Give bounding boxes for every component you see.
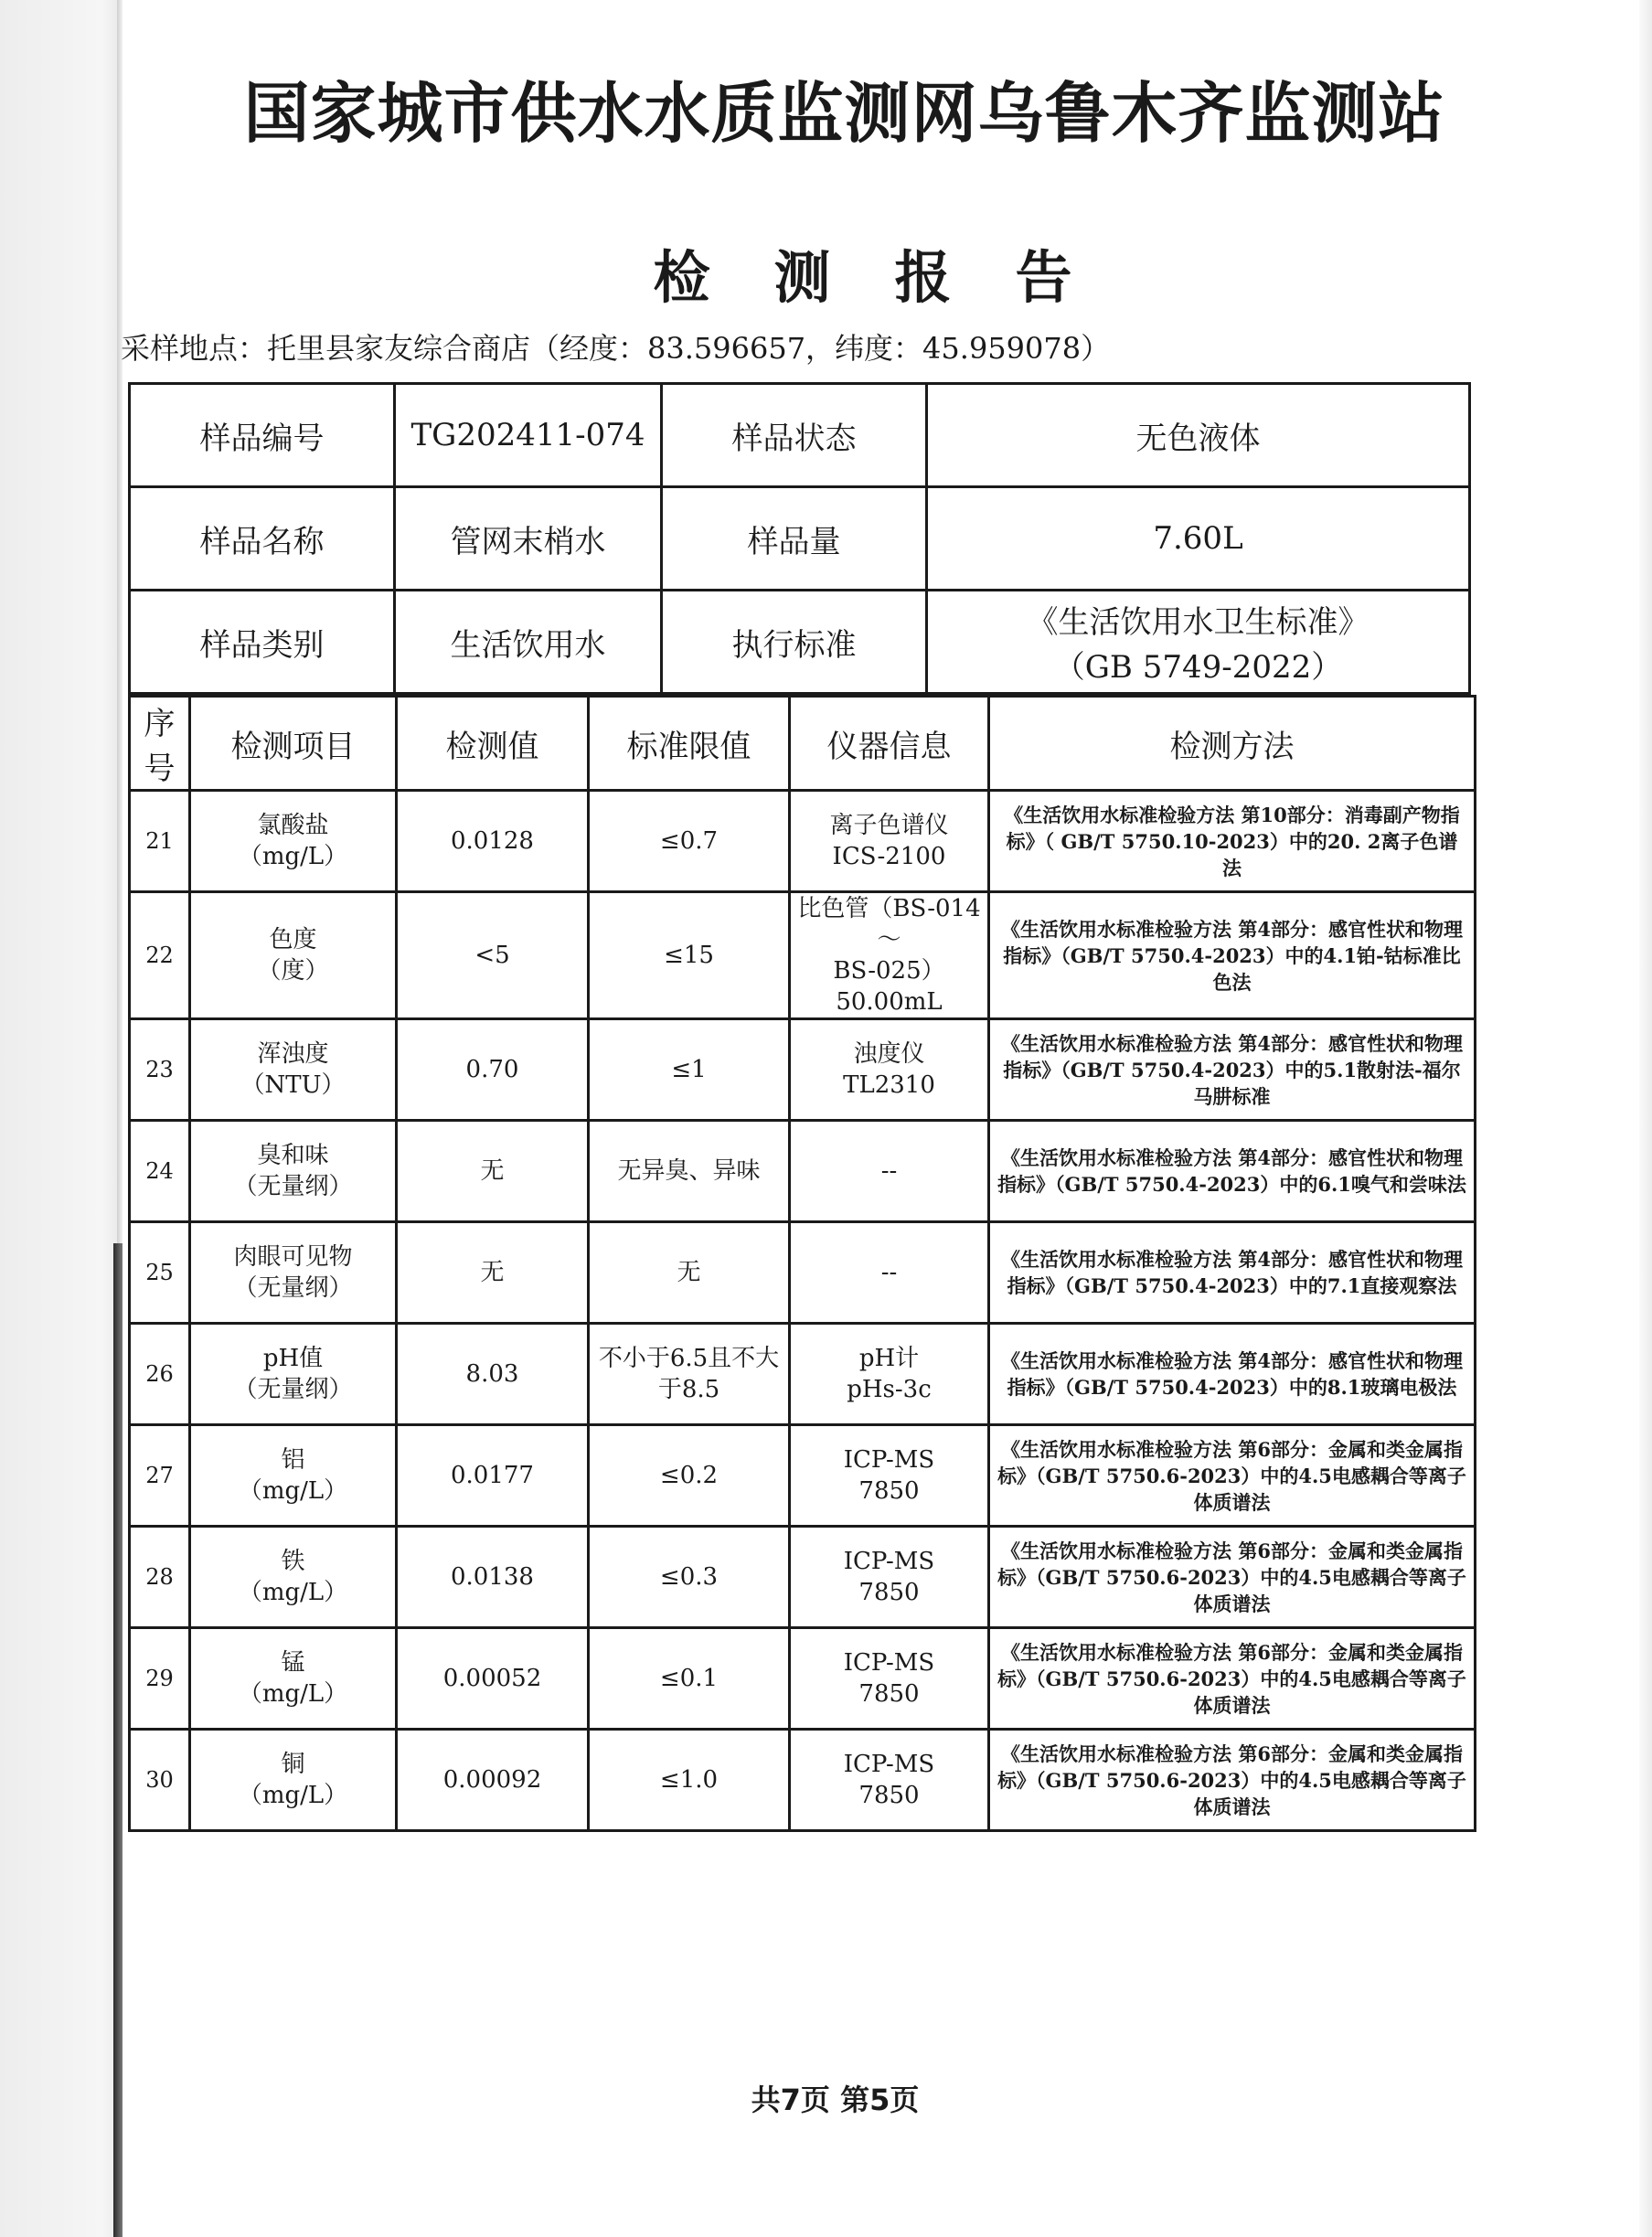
cell-instrument-line: ICP-MS (843, 1649, 935, 1677)
cell-seq (130, 791, 190, 892)
cell-item-line: （mg/L） (238, 1680, 348, 1708)
cell-item (190, 1628, 397, 1730)
sample-qty-value: 7.60L (927, 487, 1470, 591)
page-number: 共7页 第5页 (751, 2083, 920, 2117)
cell-seq (130, 1527, 190, 1628)
cell-method-line: 《生活饮用水标准检验方法 第6部分：金属和类金属指标》（GB/T 5750.6-2023）中的4.5电感耦合等离子体质谱法 (997, 1640, 1466, 1717)
cell-method (989, 1425, 1476, 1527)
header-value: 检测值 (397, 697, 589, 791)
cell-instrument-line: pHs-3c (847, 1376, 932, 1403)
cell-seq (130, 1730, 190, 1831)
scan-right-edge (1639, 0, 1652, 2237)
cell-value (397, 892, 589, 1019)
results-header-row (130, 697, 1476, 791)
sample-name-value: 管网末梢水 (395, 487, 662, 591)
cell-item (190, 791, 397, 892)
cell-limit-line: ≤0.2 (659, 1462, 719, 1489)
cell-instrument (790, 1121, 989, 1222)
cell-method (989, 1628, 1476, 1730)
cell-instrument (790, 791, 989, 892)
table-row (130, 1324, 1476, 1425)
cell-item (190, 1222, 397, 1324)
cell-item-line: 锰 (281, 1649, 305, 1677)
cell-item (190, 1019, 397, 1121)
cell-item-line: 铜 (281, 1751, 305, 1778)
table-row (130, 1527, 1476, 1628)
cell-instrument-line: ICS-2100 (832, 843, 946, 870)
table-row (130, 1121, 1476, 1222)
table-row (130, 1628, 1476, 1730)
cell-limit-line: ≤1 (671, 1056, 707, 1083)
cell-value-line: 0.0138 (451, 1563, 534, 1591)
cell-value-line: 无 (480, 1259, 505, 1286)
cell-method (989, 1121, 1476, 1222)
cell-value (397, 1324, 589, 1425)
sample-info-row (130, 591, 1470, 694)
cell-instrument (790, 1628, 989, 1730)
sample-state-value: 无色液体 (927, 384, 1470, 487)
cell-item-line: （mg/L） (238, 1782, 348, 1809)
cell-item (190, 1527, 397, 1628)
cell-limit (589, 892, 790, 1019)
cell-method-line: 《生活饮用水标准检验方法 第6部分：金属和类金属指标》（GB/T 5750.6-2023）中的4.5电感耦合等离子体质谱法 (997, 1539, 1466, 1615)
cell-instrument-line: ICP-MS (843, 1446, 935, 1474)
cell-seq-line: 27 (145, 1463, 174, 1488)
cell-seq (130, 892, 190, 1019)
cell-item-line: 铝 (281, 1446, 305, 1474)
cell-limit (589, 1730, 790, 1831)
cell-method-line: 《生活饮用水标准检验方法 第10部分：消毒副产物指标》（ GB/T 5750.10-2023）中的20. 2离子色谱法 (1004, 803, 1460, 879)
cell-instrument-line: 离子色谱仪 (829, 812, 949, 839)
cell-limit (589, 1324, 790, 1425)
cell-seq-line: 25 (145, 1260, 174, 1285)
cell-seq (130, 1324, 190, 1425)
scan-left-shadow (0, 0, 121, 2237)
cell-item-line: （NTU） (240, 1071, 346, 1099)
cell-instrument-line: ICP-MS (843, 1548, 935, 1575)
cell-instrument-line: 7850 (858, 1782, 920, 1809)
cell-seq-line: 28 (145, 1564, 174, 1590)
organization-title: 国家城市供水水质监测网乌鲁木齐监测站 (243, 75, 1445, 152)
cell-limit-line: ≤15 (664, 942, 714, 969)
cell-value-line: 0.0177 (451, 1462, 534, 1489)
cell-value (397, 1628, 589, 1730)
cell-method-line: 《生活饮用水标准检验方法 第4部分：感官性状和物理指标》（GB/T 5750.4-2023）中的7.1直接观察法 (1001, 1248, 1463, 1297)
cell-limit-line: 无异臭、异味 (617, 1157, 761, 1185)
cell-seq-line: 30 (145, 1767, 174, 1793)
table-row (130, 1730, 1476, 1831)
cell-instrument-line: ICP-MS (843, 1751, 935, 1778)
cell-limit (589, 1425, 790, 1527)
cell-instrument-line: BS-025） (833, 957, 945, 985)
sample-state-label: 样品状态 (662, 384, 927, 487)
header-item: 检测项目 (190, 697, 397, 791)
cell-method-line: 《生活饮用水标准检验方法 第4部分：感官性状和物理指标》（GB/T 5750.4-2023）中的8.1玻璃电极法 (1001, 1349, 1463, 1399)
sample-category-label: 样品类别 (130, 591, 395, 694)
standard-label: 执行标准 (662, 591, 927, 694)
cell-method-line: 《生活饮用水标准检验方法 第4部分：感官性状和物理指标》（GB/T 5750.4-2023）中的5.1散射法-福尔马肼标准 (1001, 1031, 1463, 1108)
cell-seq (130, 1628, 190, 1730)
cell-value (397, 1222, 589, 1324)
report-title: 检测报告 (653, 244, 1136, 311)
cell-value-line: <5 (474, 942, 510, 969)
cell-method (989, 1222, 1476, 1324)
cell-instrument-line: 比色管（BS-014～ (797, 895, 981, 953)
cell-value-line: 0.00092 (442, 1766, 542, 1794)
cell-method (989, 791, 1476, 892)
results-table (128, 695, 1476, 1832)
cell-method-line: 《生活饮用水标准检验方法 第4部分：感官性状和物理指标》（GB/T 5750.4-2023）中的4.1铂-钴标准比色法 (1001, 917, 1463, 994)
sample-info-table (128, 382, 1471, 695)
cell-seq-line: 29 (145, 1666, 174, 1691)
cell-item-line: （mg/L） (238, 1477, 348, 1505)
sample-code-label: 样品编号 (130, 384, 395, 487)
cell-item-line: （度） (257, 957, 329, 985)
sample-name-label: 样品名称 (130, 487, 395, 591)
cell-instrument-line: pH计 (858, 1345, 920, 1372)
cell-limit (589, 1222, 790, 1324)
cell-limit-line: ≤0.1 (659, 1665, 719, 1692)
cell-instrument (790, 1222, 989, 1324)
cell-limit (589, 791, 790, 892)
cell-seq-line: 23 (145, 1057, 174, 1082)
cell-instrument-line: 50.00mL (836, 988, 943, 1016)
cell-method (989, 1527, 1476, 1628)
cell-method (989, 1730, 1476, 1831)
cell-seq-line: 24 (145, 1158, 174, 1184)
cell-item-line: 色度 (269, 926, 317, 953)
cell-item-line: 氯酸盐 (257, 812, 329, 839)
cell-value (397, 1019, 589, 1121)
cell-item-line: 肉眼可见物 (233, 1243, 353, 1271)
cell-limit-line: ≤1.0 (659, 1766, 719, 1794)
cell-seq (130, 1425, 190, 1527)
cell-seq-line: 21 (145, 828, 174, 854)
cell-item-line: 铁 (281, 1548, 305, 1575)
cell-value-line: 0.0128 (451, 827, 534, 855)
cell-value (397, 1121, 589, 1222)
standard-value (927, 591, 1470, 694)
cell-limit (589, 1121, 790, 1222)
cell-instrument-line: 浊度仪 (853, 1040, 925, 1068)
cell-instrument (790, 1019, 989, 1121)
cell-method-line: 《生活饮用水标准检验方法 第4部分：感官性状和物理指标》（GB/T 5750.4-2023）中的6.1嗅气和尝味法 (997, 1146, 1466, 1196)
cell-instrument (790, 1324, 989, 1425)
cell-item-line: 臭和味 (257, 1142, 329, 1169)
cell-instrument (790, 1425, 989, 1527)
cell-value (397, 791, 589, 892)
cell-method (989, 1019, 1476, 1121)
cell-method (989, 892, 1476, 1019)
table-row (130, 892, 1476, 1019)
cell-instrument-line: 7850 (858, 1477, 920, 1505)
cell-instrument-line: -- (880, 1157, 898, 1185)
cell-item (190, 1121, 397, 1222)
cell-method-line: 《生活饮用水标准检验方法 第6部分：金属和类金属指标》（GB/T 5750.6-2023）中的4.5电感耦合等离子体质谱法 (997, 1437, 1466, 1514)
table-row (130, 791, 1476, 892)
results-body (130, 791, 1476, 1831)
header-limit: 标准限值 (589, 697, 790, 791)
cell-item (190, 892, 397, 1019)
cell-limit-line: ≤0.3 (659, 1563, 719, 1591)
sample-info-row (130, 487, 1470, 591)
cell-item-line: pH值 (262, 1345, 324, 1372)
cell-item-line: （无量纲） (233, 1173, 353, 1200)
cell-method-line: 《生活饮用水标准检验方法 第6部分：金属和类金属指标》（GB/T 5750.6-2023）中的4.5电感耦合等离子体质谱法 (997, 1742, 1466, 1818)
table-row (130, 1425, 1476, 1527)
cell-item-line: （无量纲） (233, 1376, 353, 1403)
cell-value-line: 8.03 (465, 1360, 519, 1388)
cell-value (397, 1730, 589, 1831)
header-seq: 序号 (130, 697, 190, 791)
cell-item (190, 1730, 397, 1831)
cell-limit (589, 1527, 790, 1628)
table-row (130, 1019, 1476, 1121)
sample-category-value: 生活饮用水 (395, 591, 662, 694)
cell-value (397, 1425, 589, 1527)
cell-limit (589, 1019, 790, 1121)
sample-qty-label: 样品量 (662, 487, 927, 591)
cell-seq (130, 1019, 190, 1121)
standard-value-line-2: （GB 5749-2022） (1053, 649, 1343, 686)
cell-value-line: 无 (480, 1157, 505, 1185)
cell-instrument-line: 7850 (858, 1680, 920, 1708)
cell-instrument (790, 892, 989, 1019)
cell-seq-line: 26 (145, 1361, 174, 1387)
cell-instrument (790, 1527, 989, 1628)
cell-item (190, 1324, 397, 1425)
table-row (130, 1222, 1476, 1324)
cell-instrument (790, 1730, 989, 1831)
standard-value-line-1: 《生活饮用水卫生标准》 (1027, 604, 1370, 641)
cell-value-line: 0.00052 (442, 1665, 542, 1692)
cell-item-line: （无量纲） (233, 1274, 353, 1302)
cell-seq-line: 22 (145, 943, 174, 968)
cell-method (989, 1324, 1476, 1425)
cell-instrument-line: 7850 (858, 1579, 920, 1606)
cell-value (397, 1527, 589, 1628)
header-instrument: 仪器信息 (790, 697, 989, 791)
header-method: 检测方法 (989, 697, 1476, 791)
cell-limit-line: 不小于6.5且不大于8.5 (598, 1345, 780, 1403)
cell-seq (130, 1222, 190, 1324)
cell-value-line: 0.70 (465, 1056, 519, 1083)
cell-item (190, 1425, 397, 1527)
cell-item-line: 浑浊度 (257, 1040, 329, 1068)
cell-limit-line: 无 (677, 1259, 701, 1286)
cell-item-line: （mg/L） (238, 1579, 348, 1606)
cell-instrument-line: TL2310 (843, 1071, 935, 1099)
sampling-location: 采样地点：托里县家友综合商店（经度：83.596657，纬度：45.959078） (121, 331, 1111, 366)
cell-instrument-line: -- (880, 1259, 898, 1286)
cell-seq (130, 1121, 190, 1222)
cell-limit (589, 1628, 790, 1730)
cell-item-line: （mg/L） (238, 843, 348, 870)
sample-info-row (130, 384, 1470, 487)
cell-limit-line: ≤0.7 (659, 827, 719, 855)
sample-code-value: TG202411-074 (395, 384, 662, 487)
